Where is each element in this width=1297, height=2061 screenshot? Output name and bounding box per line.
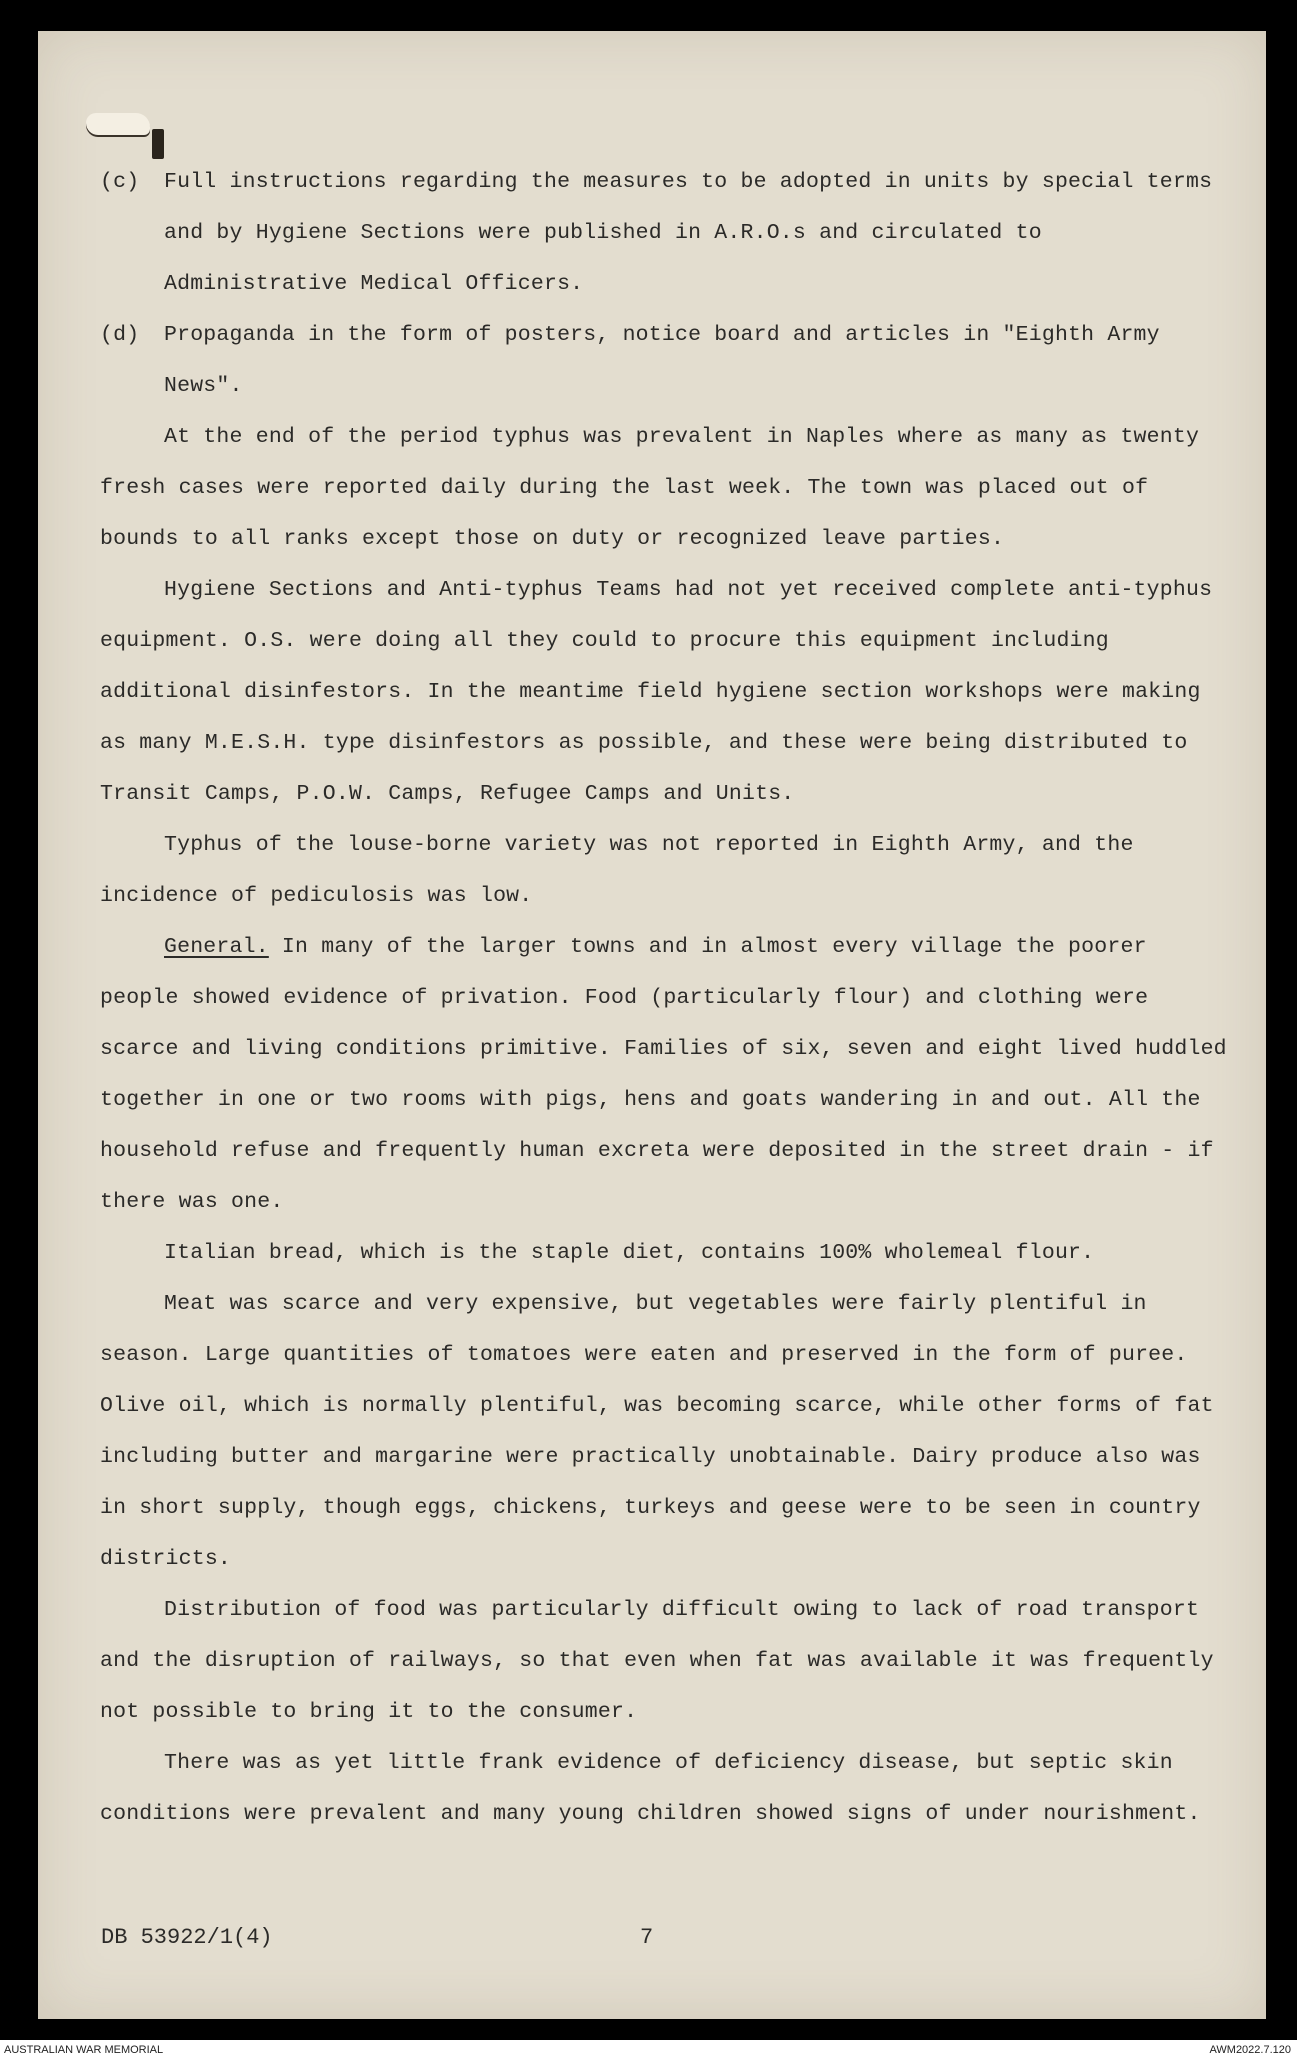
list-item-letter: (d): [100, 323, 140, 347]
list-item-text: Propaganda in the form of posters, notice board and articles in "Eighth Army News".: [164, 323, 1160, 398]
list-item-c: [100, 157, 1230, 310]
archive-credit-bar: [0, 2040, 1297, 2061]
archive-accession: AWM2022.7.120: [1209, 2044, 1291, 2056]
paragraph-food-distribution: Distribution of food was particularly difficult owing to lack of road transport and the disruption of railways, so that even when fat was available it was frequently not possible to bring it to the consumer.: [100, 1598, 1214, 1724]
paragraph-deficiency-disease: There was as yet little frank evidence of deficiency disease, but septic skin conditions were prevalent and many young children showed signs of under nourishment.: [100, 1751, 1201, 1826]
section-heading-general: General.: [164, 935, 269, 959]
paragraph-meat-vegetables: Meat was scarce and very expensive, but vegetables were fairly plentiful in season. Large quantities of tomatoes were eaten and preserved in the form of puree. Olive oil, which is normally plentiful, was becoming scarce, while other forms of fat including butter and margarine were practically unobtainable. Dairy produce also was in short supply, though eggs, chickens, turkeys and geese were to be seen in country districts.: [100, 1292, 1214, 1571]
paragraph-louse-borne: Typhus of the louse-borne variety was not reported in Eighth Army, and the incidence of pediculosis was low.: [100, 833, 1134, 908]
list-item-letter: (c): [100, 170, 140, 194]
document-body: [100, 157, 1230, 1840]
document-page: [38, 31, 1266, 2019]
paragraph-bread: Italian bread, which is the staple diet, contains 100% wholemeal flour.: [164, 1241, 1095, 1265]
archive-institution: AUSTRALIAN WAR MEMORIAL: [4, 2044, 164, 2056]
paragraph-general: [100, 922, 1230, 1228]
page-number: 7: [640, 1925, 654, 1950]
paragraph-general-text: In many of the larger towns and in almost every village the poorer people showed evidence of privation. Food (particularly flour) and clothing were scarce and living conditions primitive. Families of six, seven and eight lived huddled together in one or two rooms with pigs, hens and goats wandering in and out. All the household refuse and frequently human excreta were deposited in the street drain - if there was one.: [100, 935, 1227, 1214]
list-item-d: [100, 310, 1230, 412]
staple-mark: [152, 129, 164, 159]
punch-hole-damage: [86, 113, 150, 135]
paragraph-antityphus-equipment: Hygiene Sections and Anti-typhus Teams had not yet received complete anti-typhus equipment. O.S. were doing all they could to procure this equipment including additional disinfestors. In the meantime field hygiene section workshops were making as many M.E.S.H. type disinfestors as possible, and these were being distributed to Transit Camps, P.O.W. Camps, Refugee Camps and Units.: [100, 578, 1213, 806]
list-item-text: Full instructions regarding the measures to be adopted in units by special terms and by Hygiene Sections were published in A.R.O.s and circulated to Administrative Medical Officers.: [164, 170, 1213, 296]
document-reference: DB 53922/1(4): [101, 1925, 273, 1950]
paragraph-naples-typhus: At the end of the period typhus was prevalent in Naples where as many as twenty fresh cases were reported daily during the last week. The town was placed out of bounds to all ranks except those on duty or recognized leave parties.: [100, 425, 1200, 551]
